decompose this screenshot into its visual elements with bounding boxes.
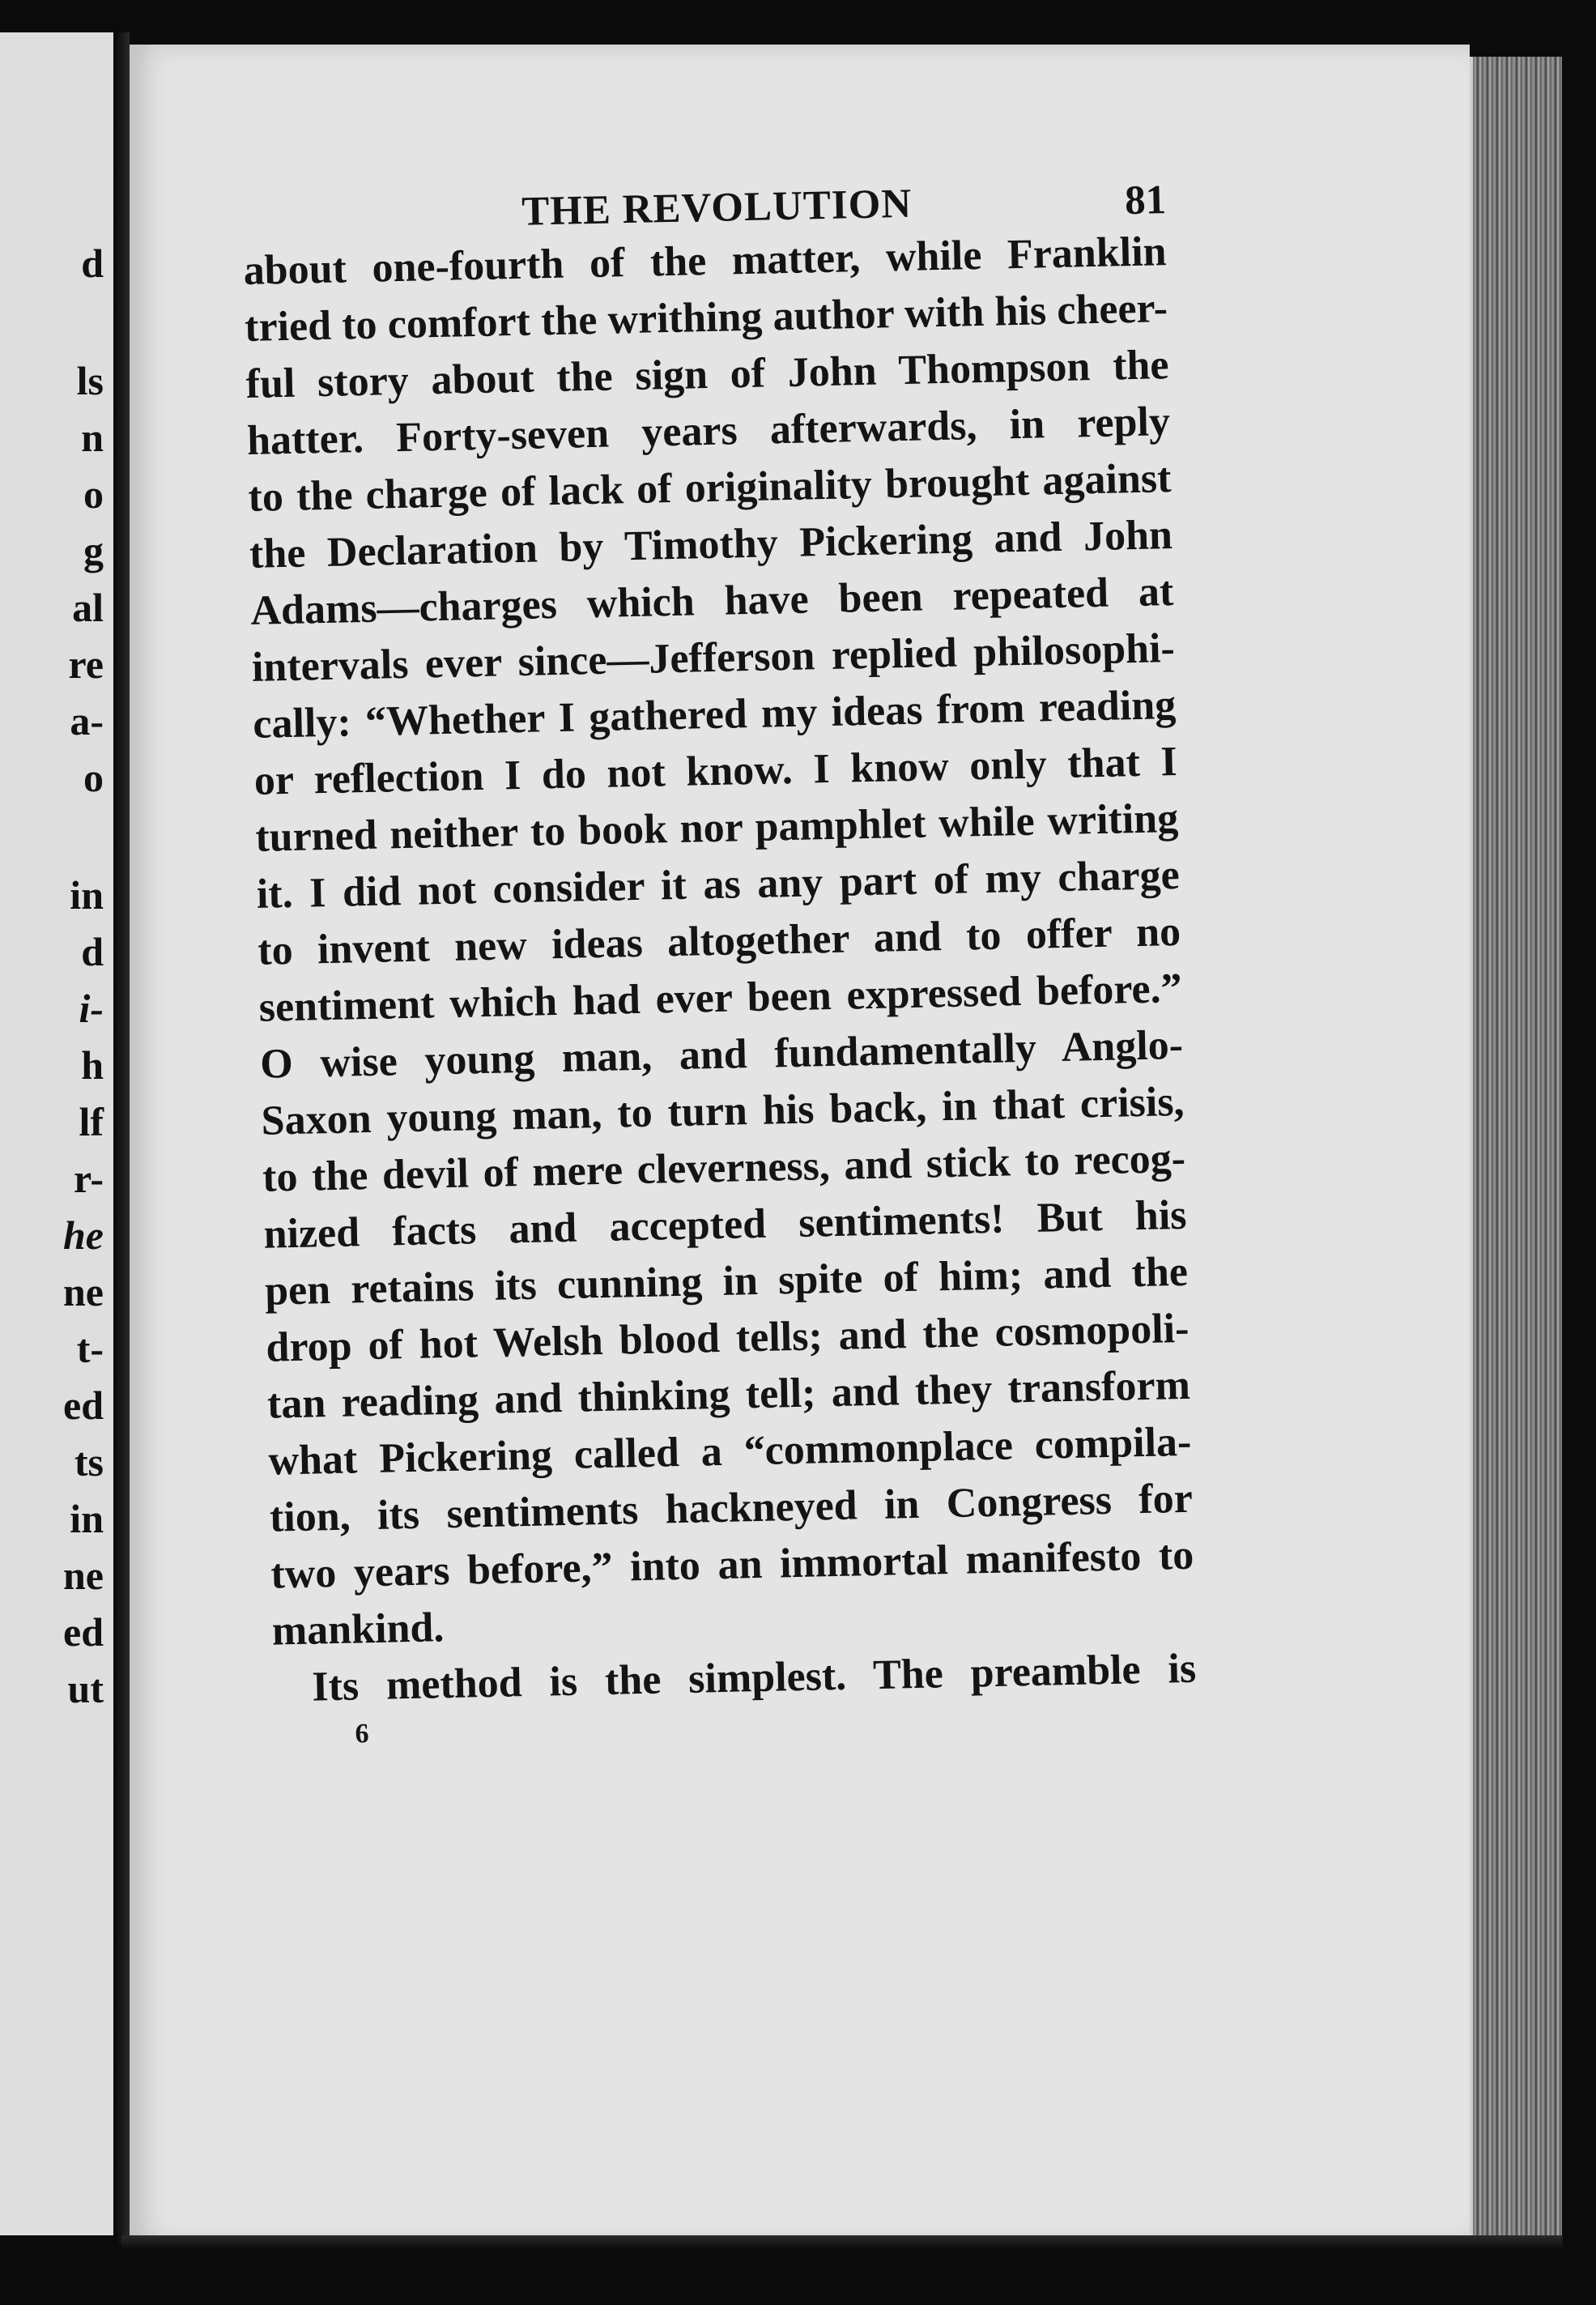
signature-mark: 6 [355, 1719, 369, 1749]
page-number: 81 [1124, 177, 1167, 224]
left-page-fragment: ls [76, 358, 104, 403]
text-line: tan reading and thinking tell; and they transform [266, 1361, 1191, 1428]
text-line: intervals ever since—Jefferson replied philosophi- [251, 625, 1176, 691]
left-page-fragment: a- [70, 698, 104, 743]
text-line: tried to comfort the writhing author with his cheer- [244, 285, 1168, 351]
text-line: Saxon young man, to turn his back, in that crisis, [261, 1078, 1185, 1144]
left-page-fragment: h [81, 1042, 104, 1088]
text-line: cally: “Whether I gathered my ideas from reading [252, 682, 1177, 748]
page-text-block [243, 177, 1198, 1752]
left-page-fragment: n [81, 415, 104, 460]
text-line: the Declaration by Timothy Pickering and John [249, 512, 1173, 577]
text-line: sentiment which had ever been expressed before.” [258, 965, 1183, 1031]
text-line: O wise young man, and fundamentally Anglo- [259, 1021, 1184, 1088]
left-page-fragment: ed [63, 1383, 104, 1428]
left-page-fragment: ne [63, 1269, 104, 1314]
left-page-fragment: he [63, 1212, 104, 1258]
text-line: drop of hot Welsh blood tells; and the cosmopoli- [265, 1305, 1190, 1371]
text-line: to the charge of lack of originality brought against [247, 455, 1172, 521]
text-line: ful story about the sign of John Thompson the [245, 342, 1170, 407]
left-page-fragment: g [83, 528, 104, 573]
left-page-fragment: ts [74, 1439, 104, 1485]
text-line: Its method is the simplest. The preamble is [311, 1645, 1197, 1711]
left-facing-page [0, 32, 121, 2235]
text-line: to invent new ideas altogether and to offer no [257, 908, 1181, 974]
left-page-fragment: al [72, 585, 104, 630]
bottom-page-edge [121, 2235, 1563, 2250]
text-line: nized facts and accepted sentiments! But his [263, 1191, 1187, 1258]
text-line: two years before,” into an immortal manifesto to [270, 1532, 1194, 1598]
left-page-fragment: o [83, 471, 104, 517]
text-line: hatter. Forty-seven years afterwards, in reply [246, 398, 1171, 464]
left-page-fragment: lf [79, 1099, 104, 1144]
left-page-fragment: o [83, 755, 104, 800]
running-head: THE REVOLUTION [521, 181, 913, 235]
text-line: tion, its sentiments hackneyed in Congress for [269, 1475, 1194, 1541]
text-line: what Pickering called a “commonplace compila- [267, 1418, 1192, 1485]
left-page-fragment: r- [74, 1156, 104, 1201]
text-line: or reflection I do not know. I know only that I [253, 738, 1178, 804]
left-page-fragment: ne [63, 1553, 104, 1598]
left-page-fragment: ut [67, 1666, 104, 1711]
text-line: about one-fourth of the matter, while Franklin [243, 228, 1168, 294]
paragraph-1 [243, 224, 1195, 1660]
left-page-fragment: t- [76, 1326, 104, 1371]
text-line: Adams—charges which have been repeated at [249, 569, 1174, 634]
text-line: turned neither to book nor pamphlet while writing [254, 795, 1179, 861]
left-page-fragment: d [81, 929, 104, 974]
text-line: to the devil of mere cleverness, and stick to recog- [262, 1135, 1186, 1201]
page-edge-stack [1470, 57, 1562, 2235]
text-line: mankind. [271, 1604, 445, 1655]
left-page-fragment: in [70, 1496, 104, 1541]
left-page-fragment: d [81, 241, 104, 286]
book-gutter [113, 32, 130, 2243]
left-page-fragment: in [70, 872, 104, 918]
left-page-fragment: i- [79, 986, 104, 1031]
left-page-fragment: ed [63, 1609, 104, 1655]
left-page-fragment: re [68, 641, 104, 687]
text-line: pen retains its cunning in spite of him; and the [264, 1248, 1189, 1314]
text-line: it. I did not consider it as any part of my charge [256, 851, 1181, 918]
